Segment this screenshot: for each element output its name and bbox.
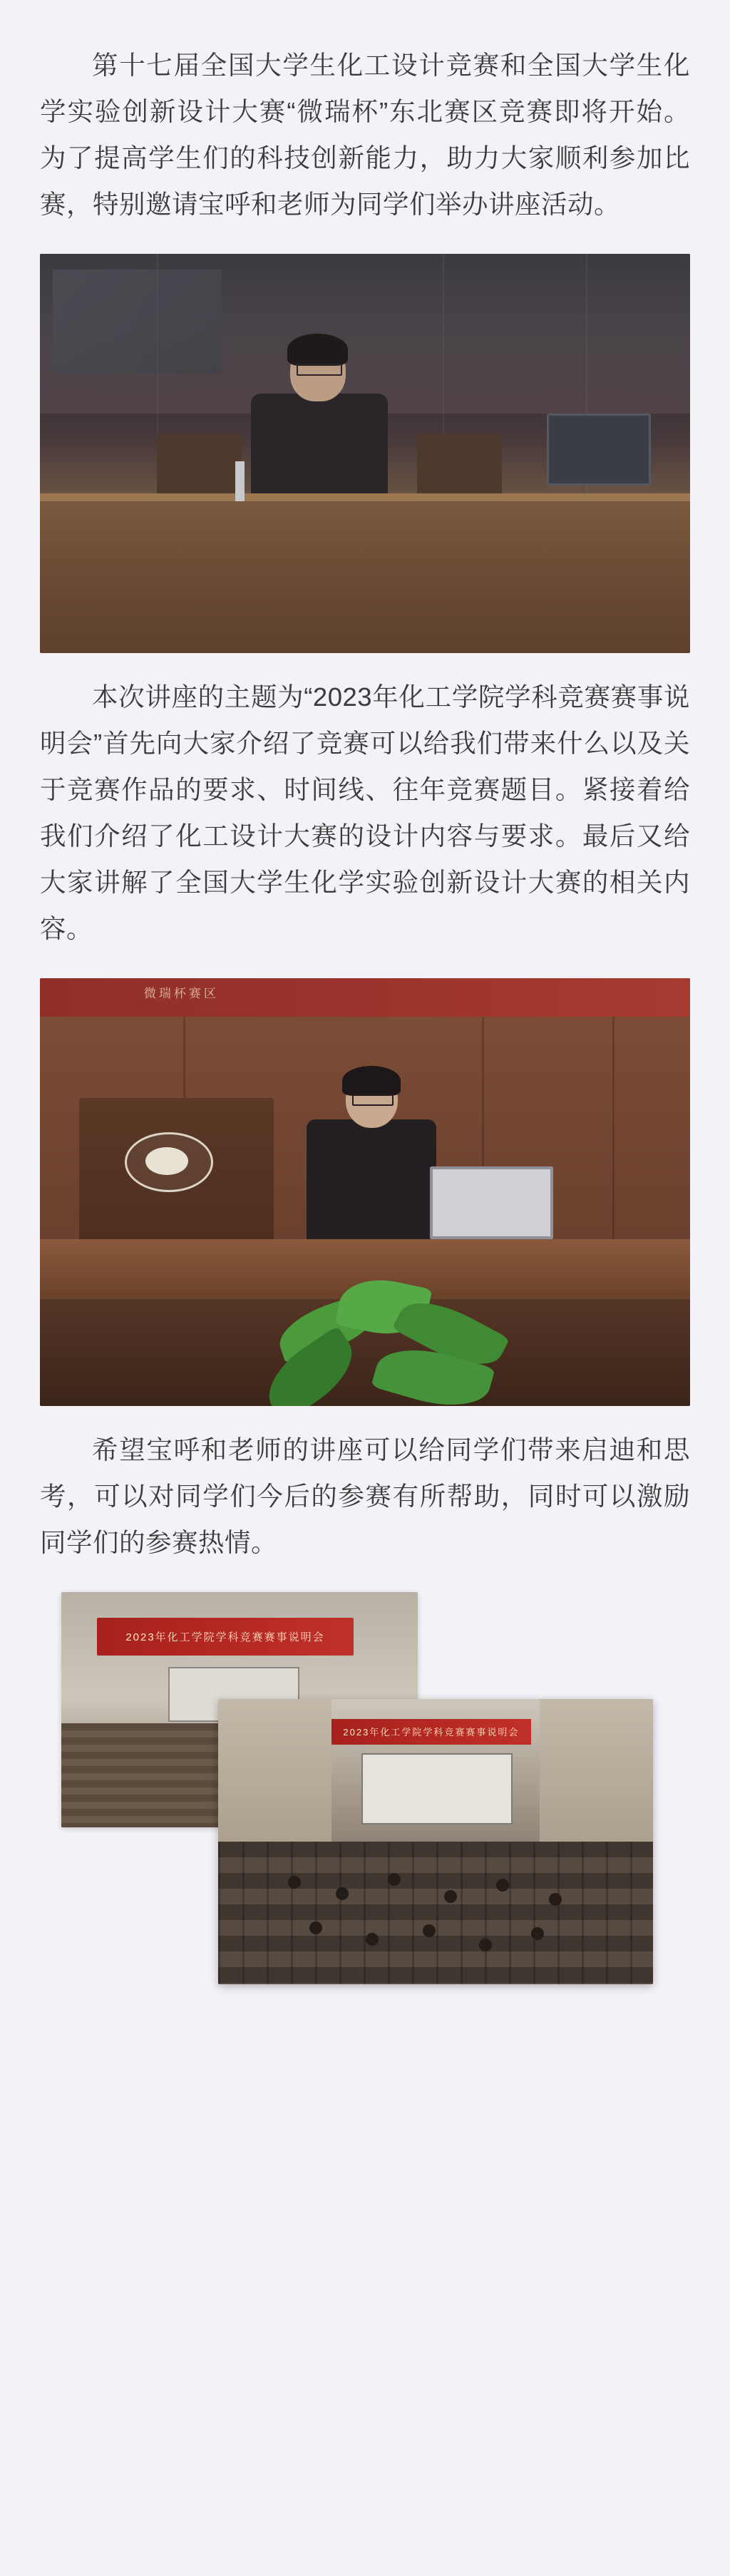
photo3b-audience-head (388, 1873, 401, 1886)
photo3b-seats (218, 1842, 653, 1984)
photo1-chair (157, 433, 242, 501)
photo2-speaker-hair (342, 1066, 401, 1096)
photo3b-banner-text: 2023年化工学院学科竞赛赛事说明会 (331, 1719, 532, 1745)
photo3b-audience-head (531, 1927, 544, 1940)
paragraph-1: 第十七届全国大学生化工设计竞赛和全国大学生化学实验创新设计大赛“微瑞杯”东北赛区竞赛即将开始。为了提高学生们的科技创新能力，助力大家顺利参加比赛，特别邀请宝呼和老师为同学们举办讲座活动。 (40, 51, 690, 219)
photo-lecturer-at-desk (40, 254, 690, 653)
photo2-laptop (430, 1166, 553, 1239)
photo1-microphone (235, 461, 245, 501)
photo3a-banner-text: 2023年化工学院学科竞赛赛事说明会 (97, 1618, 354, 1656)
photo2-green-plant (261, 1278, 521, 1406)
photo1-desk-front (40, 501, 690, 653)
photo3b-left-wall (218, 1699, 331, 1847)
photo3b-audience-head (549, 1893, 562, 1906)
paragraph-3: 希望宝呼和老师的讲座可以给同学们带来启迪和思考，可以对同学们今后的参赛有所帮助，同时可以激励同学们的参赛热情。 (40, 1435, 690, 1557)
figure-podium (40, 978, 690, 1406)
photo-speaker-at-podium (40, 978, 690, 1406)
photo1-projection-screen (53, 270, 222, 374)
photo3b-audience-head (288, 1876, 301, 1889)
photo2-wall-seam (612, 1017, 615, 1239)
photo1-speaker-hair (287, 334, 349, 366)
article-body (40, 43, 690, 2013)
bottom-spacer (40, 1998, 690, 2013)
photo-auditorium-audience (218, 1699, 653, 1984)
photo2-speaker-body (307, 1119, 436, 1239)
photo1-chair (417, 433, 502, 501)
photo2-speaker-glasses (352, 1094, 394, 1106)
photo3b-audience-head (444, 1890, 457, 1903)
photo3b-audience-head (366, 1933, 379, 1946)
photo2-emblem-center (145, 1147, 188, 1176)
figure-lecture-desk (40, 254, 690, 653)
photo3b-audience-head (309, 1921, 322, 1934)
photo3b-right-wall (540, 1699, 653, 1847)
paragraph-2: 本次讲座的主题为“2023年化工学院学科竞赛赛事说明会”首先向大家介绍了竞赛可以给我们带来什么以及关于竞赛作品的要求、时间线、往年竞赛题目。紧接着给我们介绍了化工设计大赛的设计内容与要求。最后又给大家讲解了全国大学生化学实验创新设计大赛的相关内容。 (40, 682, 690, 943)
photo3b-audience-head (423, 1924, 436, 1937)
photo1-speaker-glasses (297, 364, 342, 376)
photo3b-audience-head (336, 1887, 349, 1900)
photo1-laptop (547, 414, 651, 486)
photo3b-projection-screen (361, 1753, 512, 1825)
photo3b-audience-head (479, 1939, 492, 1951)
photo3b-audience-head (496, 1879, 509, 1892)
photo2-banner-text: 微瑞杯赛区 (143, 986, 219, 1000)
figure-auditorium-pair (40, 1592, 690, 1991)
